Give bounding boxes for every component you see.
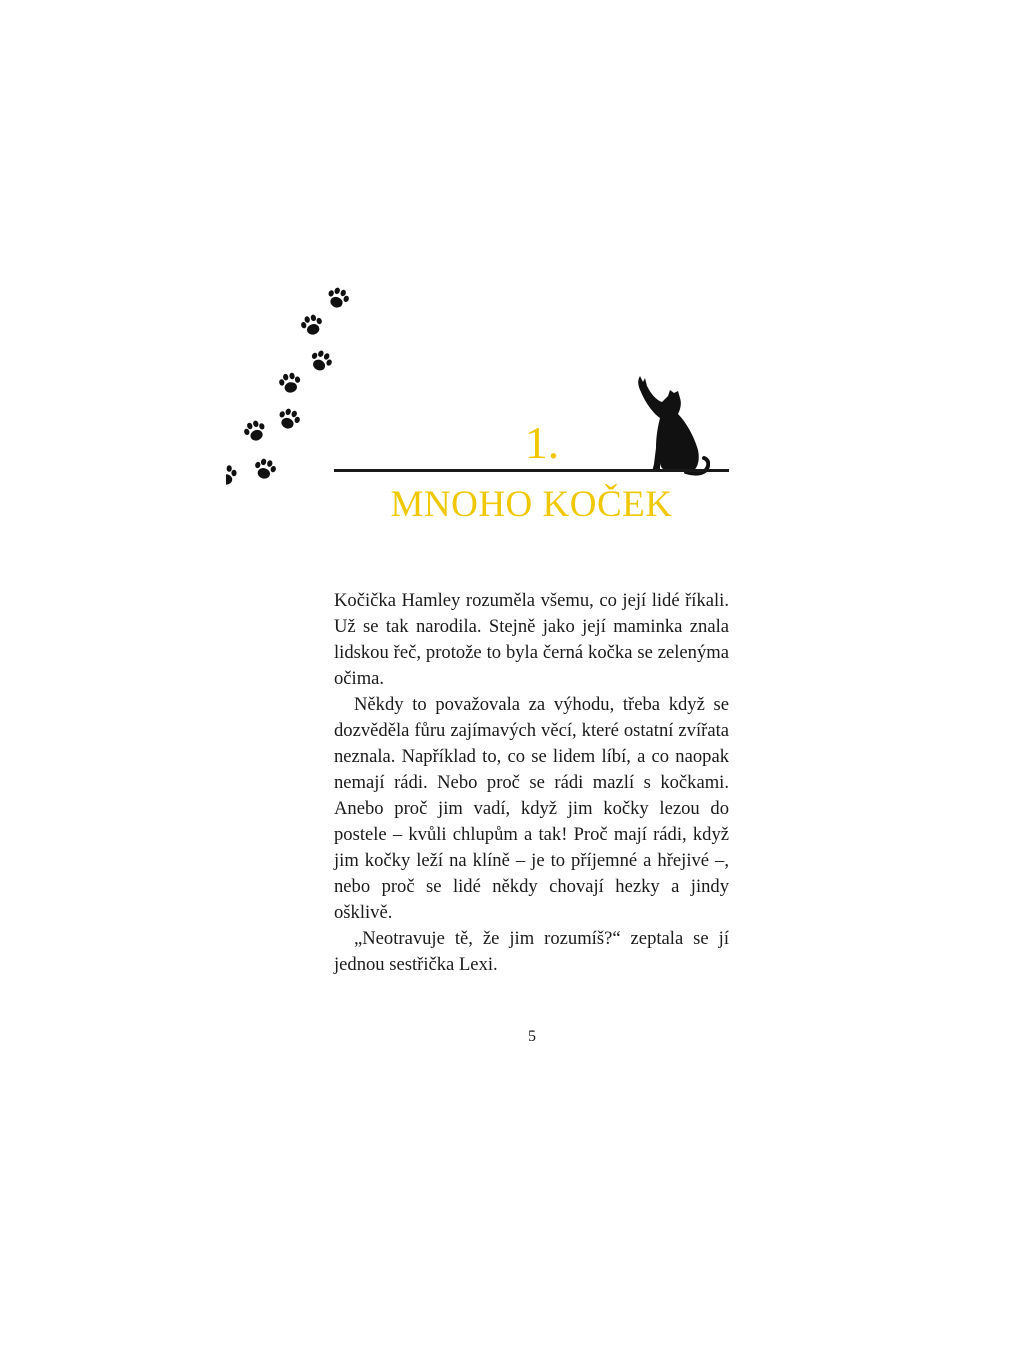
paw-print-icon [249, 453, 281, 485]
paw-print-icon [321, 281, 354, 314]
chapter-number: 1. [524, 417, 560, 468]
paw-print-icon [238, 414, 271, 447]
paw-print-icon [296, 309, 328, 341]
paw-print-icon [275, 368, 305, 398]
paw-print-icon [226, 462, 239, 488]
paragraph: Někdy to považovala za výhodu, třeba když se dozvěděla fůru zajímavých věcí, které ostatní zvířata neznala. Například to, co se lidem líbí, a co naopak nemají rádi. Nebo proč se rádi mazlí s kočkami. Anebo proč jim vadí, když jim kočky lezou do postele – kvůli chlupům a tak! Proč mají rádi, když jim kočky leží na klíně – je to příjemné a hřejivé –, nebo proč se lidé někdy chovají hezky a jindy ošklivě. [334, 694, 729, 923]
paw-print-icon [272, 402, 305, 435]
paw-print-icon [304, 344, 339, 379]
paragraph: „Neotravuje tě, že jim rozumíš?“ zeptala se jí jednou sestřička Lexi. [334, 928, 729, 975]
chapter-body [334, 588, 729, 978]
page-number: 5 [528, 1028, 536, 1045]
chapter-title: MNOHO KOČEK [390, 484, 673, 525]
paragraph: Kočička Hamley rozuměla všemu, co její lidé říkali. Už se tak narodila. Stejně jako její maminka znala lidskou řeč, protože to byla černá kočka se zelenýma očima. [334, 590, 729, 689]
cat-silhouette-icon [634, 374, 710, 478]
title-divider [334, 469, 729, 472]
